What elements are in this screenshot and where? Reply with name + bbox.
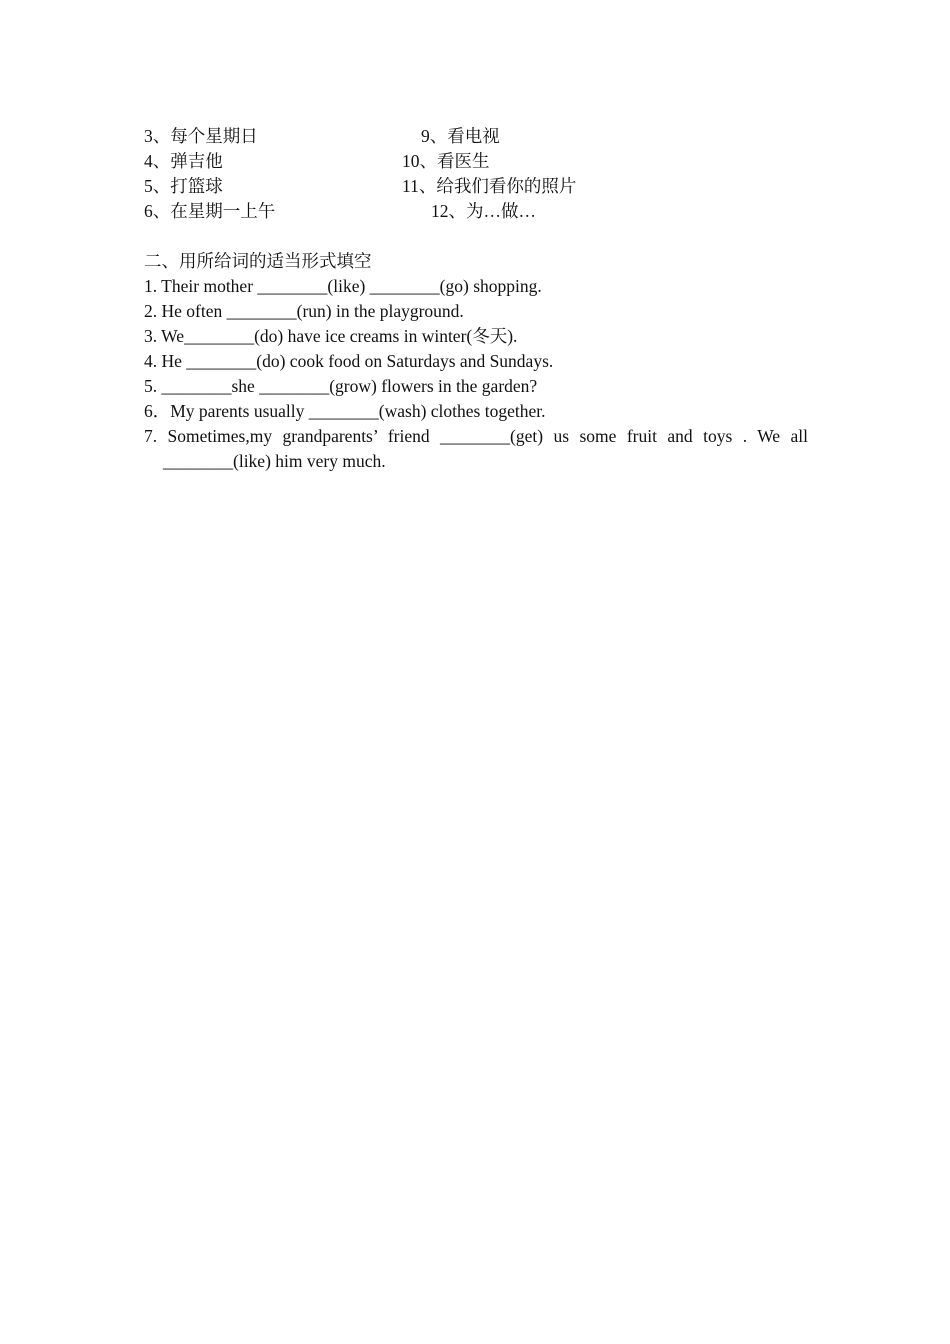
vocab-item: 10、看医生 [402,151,490,171]
vocab-item: 11、给我们看你的照片 [402,176,577,196]
vocab-item: 9、看电视 [421,126,500,146]
vocab-item: 12、为…做… [431,201,536,221]
exercise-item: 5. ________she ________(grow) flowers in the garden? [144,376,538,396]
exercise-item: 3. We________(do) have ice creams in winter(冬天). [144,326,518,346]
vocab-item: 3、每个星期日 [144,126,258,146]
exercise-item: 7. Sometimes,my grandparents’ friend ________(get) us some fruit and toys . We all ________(like) him very much. [144,426,808,471]
vocab-row [144,199,808,224]
exercise-item: 2. He often ________(run) in the playground. [144,301,464,321]
worksheet-content [144,124,808,474]
section-heading: 二、用所给词的适当形式填空 [144,251,372,271]
exercise-item: 1. Their mother ________(like) ________(go) shopping. [144,276,542,296]
exercise-item: 6．My parents usually ________(wash) clothes together. [144,401,546,421]
vocab-row [144,174,808,199]
vocab-row [144,124,808,149]
vocab-row [144,149,808,174]
exercise-item: 4. He ________(do) cook food on Saturdays and Sundays. [144,351,554,371]
vocab-item: 4、弹吉他 [144,151,223,171]
blank-line [144,224,808,249]
vocab-item: 6、在星期一上午 [144,201,276,221]
vocab-item: 5、打篮球 [144,176,223,196]
